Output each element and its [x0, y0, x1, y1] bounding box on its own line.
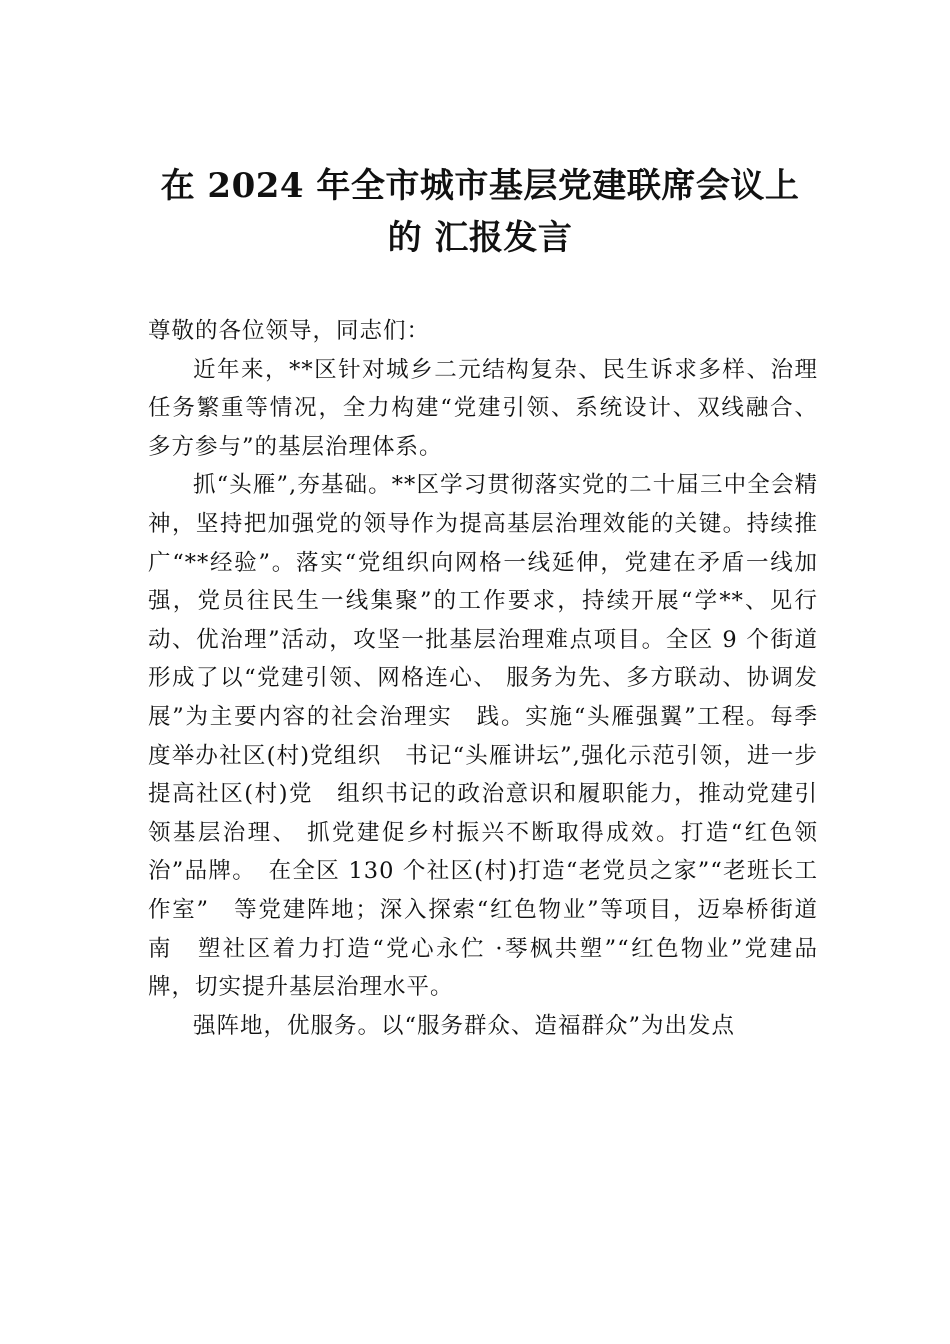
title-line-2: 的 汇报发言	[387, 218, 573, 258]
paragraph-intro: 近年来，**区针对城乡二元结构复杂、民生诉求多样、治理任务繁重等情况，全力构建“党建引领、系统设计、双线融合、多方参与”的基层治理体系。	[148, 356, 818, 460]
paragraph-positions: 强阵地，优服务。以“服务群众、造福群众”为出发点	[193, 1012, 736, 1039]
title-line-1: 在 2024 年全市城市基层党建联席会议上	[160, 166, 800, 206]
document-body	[148, 312, 842, 1045]
salutation: 尊敬的各位领导，同志们：	[148, 318, 431, 344]
document-title	[120, 160, 840, 264]
paragraph-leaders: 抓“头雁”,夯基础。**区学习贯彻落实党的二十届三中全会精神，坚持把加强党的领导作为提高基层治理效能的关键。持续推广“**经验”。落实“党组织向网格一线延伸，党建在矛盾一线加强，党员往民生一线集聚”的工作要求，持续开展“学**、见行动、优治理”活动，攻坚一批基层治理难点项目。全区 9 个街道形成了以“党建引领、网格连心、 服务为先、多方联动、协调发展”为主要内容的社会治理实 践。实施“头雁强翼”工程。每季度举办社区(村)党组织 书记“头雁讲坛”,强化示范引领，进一步提高社区(村)党 组织书记的政治意识和履职能力，推动党建引领基层治理、 抓党建促乡村振兴不断取得成效。打造“红色领治”品牌。 在全区 130 个社区(村)打造“老党员之家”“老班长工作室” 等党建阵地；深入探索“红色物业”等项目，迈皋桥街道南 塑社区着力打造“党心永伫 ·琴枫共塑”“红色物业”党建品 牌，切实提升基层治理水平。	[148, 472, 842, 1001]
